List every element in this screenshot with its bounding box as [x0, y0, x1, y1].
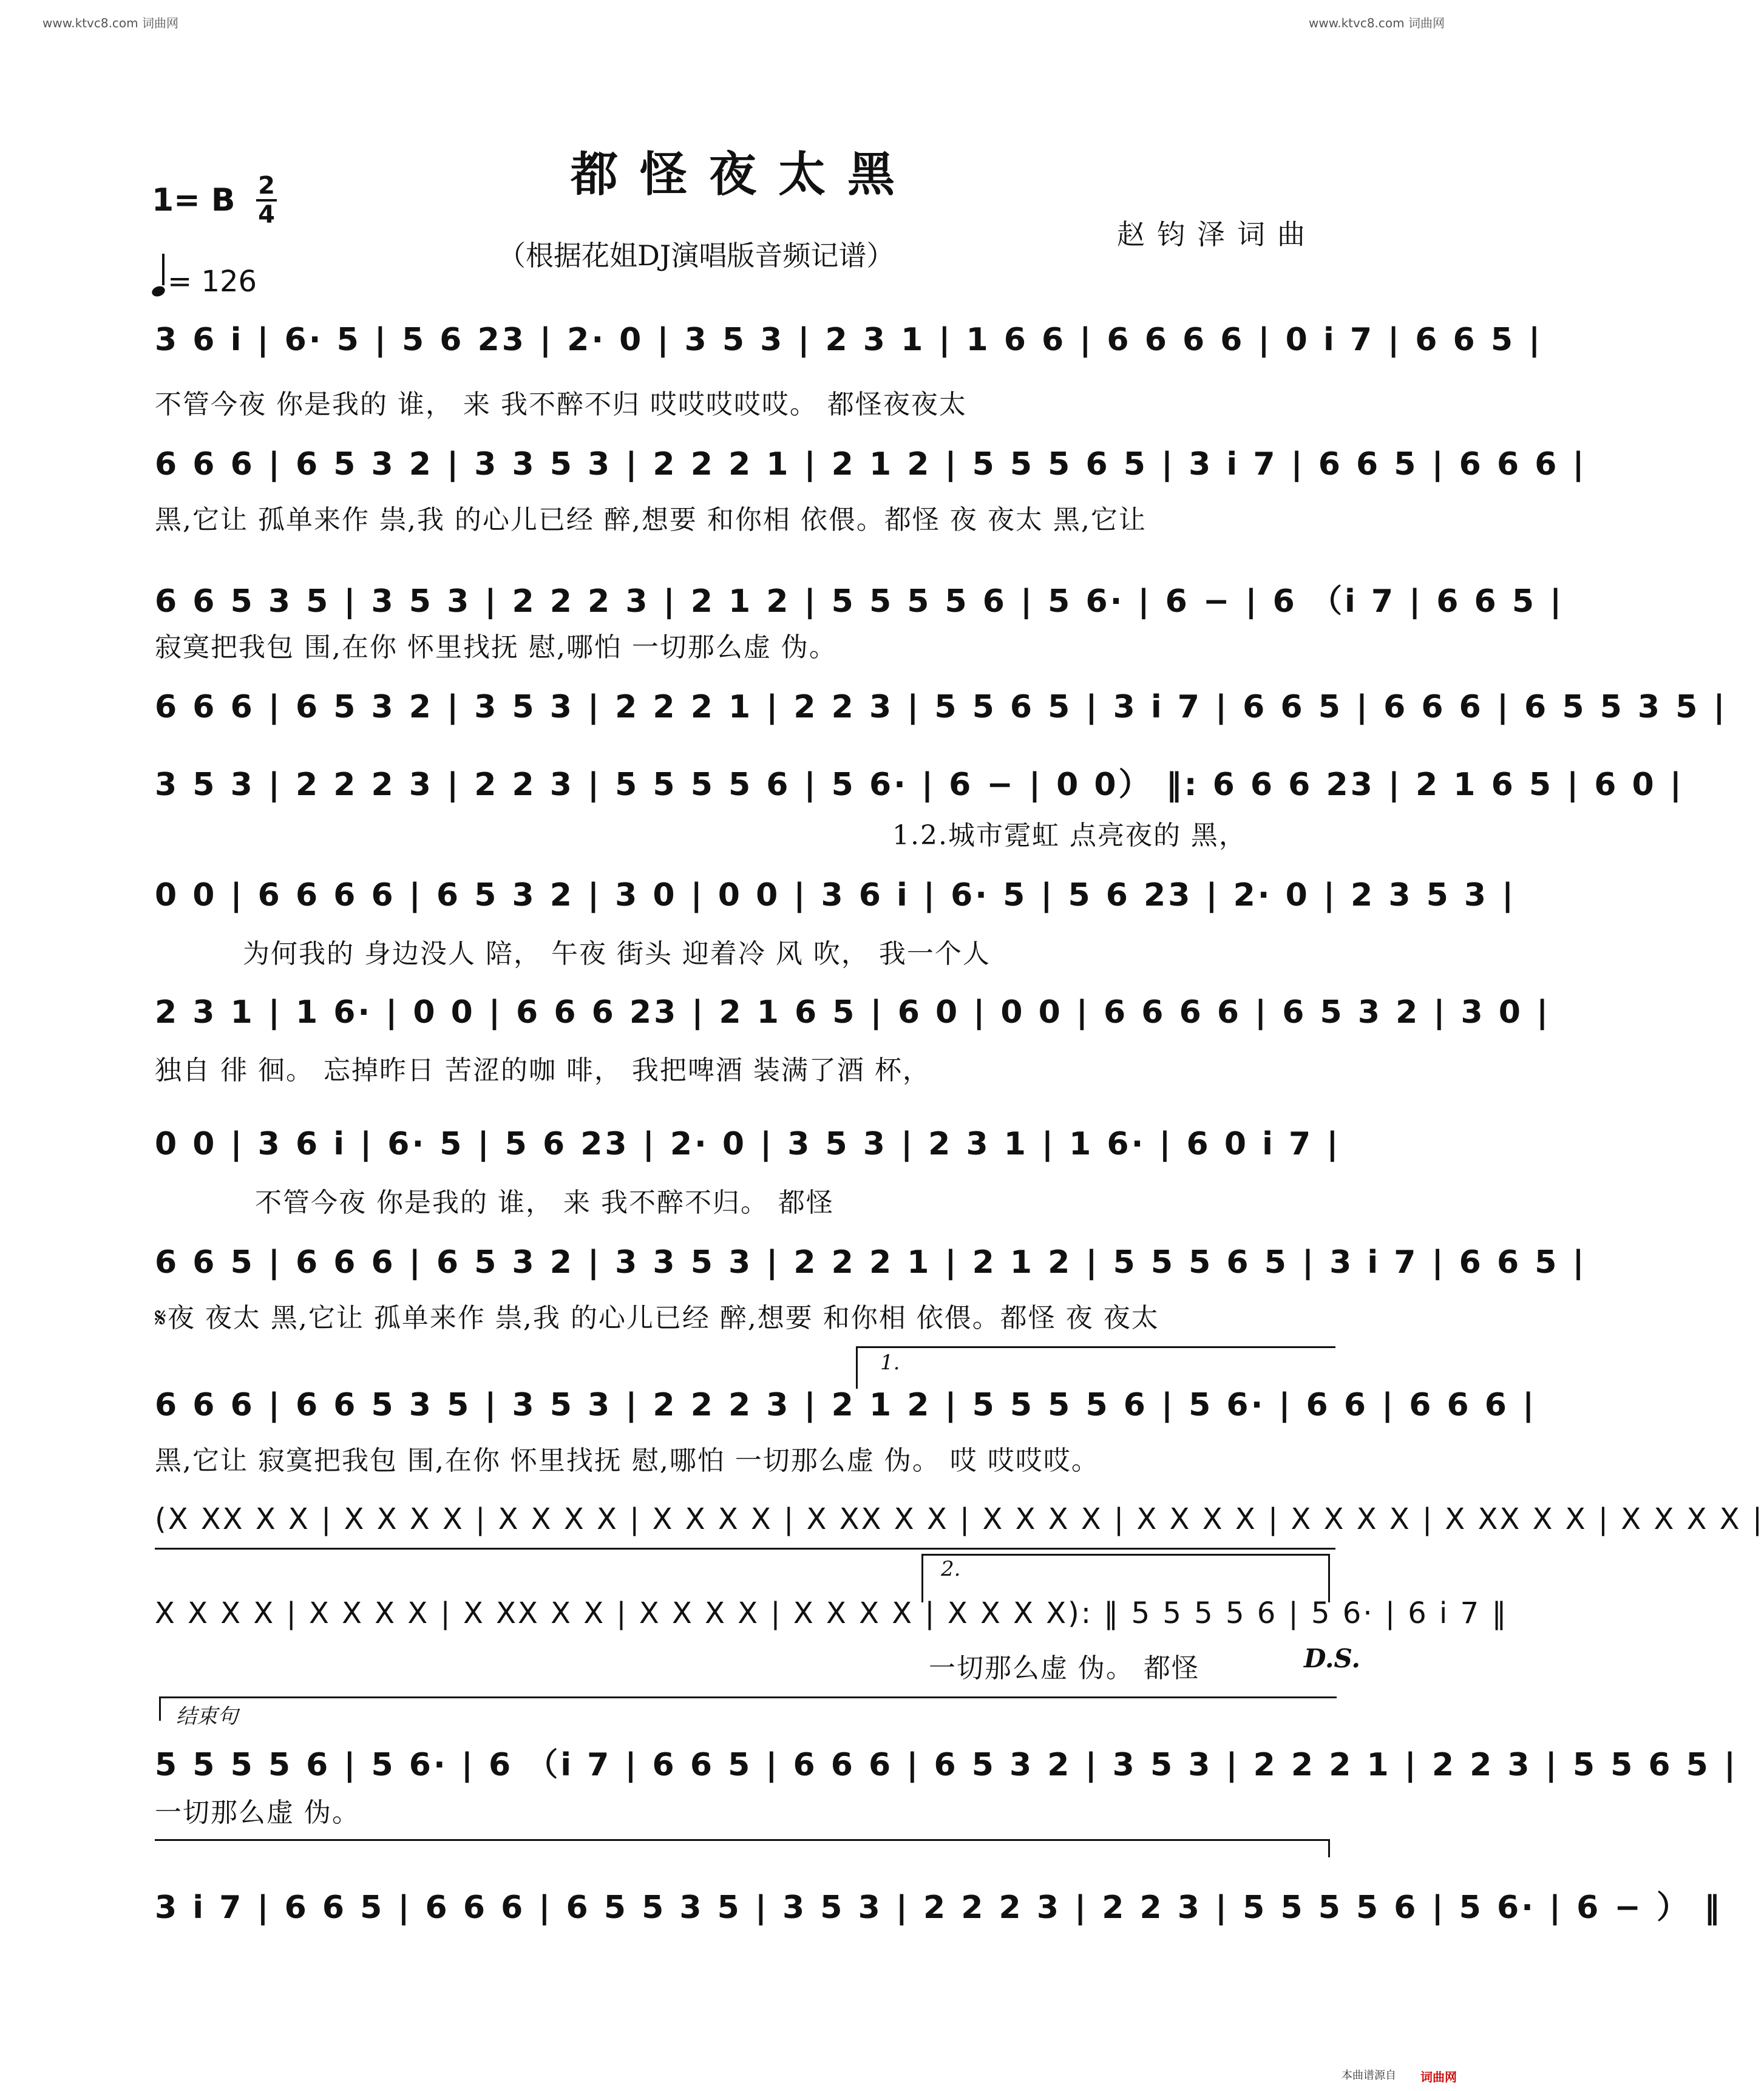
composer-credit: 赵钧泽词曲	[1117, 218, 1317, 251]
notation-row-6: 0 0 | 6 6 6 6 | 6 5 3 2 | 3 0 | 0 0 | 3 6 i | 6· 5 | 5 6 23 | 2· 0 | 2 3 5 3 |	[155, 877, 1516, 913]
notation-row-1: 3 6 i | 6· 5 | 5 6 23 | 2· 0 | 3 5 3 | 2 3 1 | 1 6 6 | 6 6 6 6 | 0 i 7 | 6 6 5 |	[155, 322, 1543, 358]
notation-row-4: 6 6 6 | 6 5 3 2 | 3 5 3 | 2 2 2 1 | 2 2 3 | 5 5 6 5 | 3 i 7 | 6 6 5 | 6 6 6 | 6 5 5 3 5 |	[155, 689, 1728, 725]
lyrics-row-6: 为何我的 身边没人 陪， 午夜 街头 迎着冷 风 吹， 我一个人	[243, 938, 991, 969]
lyrics-row-9: 𝄋夜 夜太 黑,它让 孤单来作 祟,我 的心儿已经 醉,想要 和你相 依偎。都怪 夜 夜太	[155, 1303, 1159, 1334]
coda-bracket-line	[159, 1696, 1337, 1698]
notation-row-2: 6 6 6 | 6 5 3 2 | 3 3 5 3 | 2 2 2 1 | 2 1 2 | 5 5 5 6 5 | 3 i 7 | 6 6 5 | 6 6 6 |	[155, 446, 1587, 483]
lyrics-row-5: 1.2.城市霓虹 点亮夜的 黑，	[892, 820, 1247, 851]
coda-label: 结束句	[176, 1704, 238, 1729]
note-stem	[162, 254, 165, 285]
volta-1-bracket-line	[856, 1346, 1335, 1348]
watermark-right: www.ktvc8.com 词曲网	[1308, 16, 1445, 30]
coda-end-mark	[1328, 1839, 1330, 1857]
da-segno-mark: D.S.	[1304, 1644, 1361, 1673]
song-title: 都怪夜太黑	[570, 147, 917, 202]
section-divider	[155, 1548, 1335, 1550]
meter-top: 2	[258, 172, 275, 200]
volta-2-bracket-left	[921, 1554, 923, 1602]
time-signature	[256, 174, 277, 227]
footer-logo: 词曲网	[1420, 2070, 1457, 2084]
lyrics-row-8: 不管今夜 你是我的 谁， 来 我不醉不归。 都怪	[255, 1187, 834, 1218]
tempo-value: = 126	[168, 265, 257, 299]
lyrics-row-3: 寂寞把我包 围,在你 怀里找抚 慰,哪怕 一切那么虚 伪。	[155, 632, 837, 663]
lyrics-row-12: 一切那么虚 伪。 都怪	[929, 1653, 1199, 1684]
notation-row-14: 3 i 7 | 6 6 5 | 6 6 6 | 6 5 5 3 5 | 3 5 3 | 2 2 2 3 | 2 2 3 | 5 5 5 5 6 | 5 6· | 6 − ） ‖	[155, 1889, 1723, 1926]
coda-bracket-left	[159, 1696, 161, 1721]
lyrics-row-7: 独自 徘 徊。 忘掉昨日 苦涩的咖 啡， 我把啤酒 装满了酒 杯，	[155, 1055, 931, 1086]
notation-row-3: 6 6 5 3 5 | 3 5 3 | 2 2 2 3 | 2 1 2 | 5 5 5 5 6 | 5 6· | 6 − | 6 （i 7 | 6 6 5 |	[155, 583, 1564, 620]
lyrics-row-13: 一切那么虚 伪。	[155, 1797, 360, 1828]
meter-bottom: 4	[258, 201, 275, 229]
lyrics-row-10: 黑,它让 寂寞把我包 围,在你 怀里找抚 慰,哪怕 一切那么虚 伪。 哎 哎哎哎。	[155, 1445, 1099, 1476]
notation-row-9: 6 6 5 | 6 6 6 | 6 5 3 2 | 3 3 5 3 | 2 2 2 1 | 2 1 2 | 5 5 5 6 5 | 3 i 7 | 6 6 5 |	[155, 1244, 1587, 1281]
side-watermark-strip-left	[2, 0, 16, 2091]
volta-1-label: 1.	[880, 1351, 900, 1375]
key-signature: 1= B	[152, 182, 236, 219]
percussion-row-1: (X XX X X | X X X X | X X X X | X X X X | X XX X X | X X X X | X X X X | X X X X | X XX X X | X X X X |	[155, 1502, 1764, 1536]
watermark-left: www.ktvc8.com 词曲网	[42, 16, 179, 30]
notation-row-8: 0 0 | 3 6 i | 6· 5 | 5 6 23 | 2· 0 | 3 5 3 | 2 3 1 | 1 6· | 6 0 i 7 |	[155, 1126, 1341, 1162]
section-divider-2	[155, 1839, 1329, 1841]
percussion-row-2: X X X X | X X X X | X XX X X | X X X X | X X X X | X X X X): ‖ 5 5 5 5 6 | 5 6· | 6 i 7 ‖	[155, 1596, 1508, 1630]
lyrics-row-1: 不管今夜 你是我的 谁， 来 我不醉不归 哎哎哎哎哎。 都怪夜夜太	[155, 389, 967, 420]
volta-1-bracket-left	[856, 1346, 858, 1389]
volta-2-label: 2.	[941, 1557, 961, 1581]
quarter-note-icon	[151, 285, 166, 299]
notation-row-10: 6 6 6 | 6 6 5 3 5 | 3 5 3 | 2 2 2 3 | 2 1 2 | 5 5 5 5 6 | 5 6· | 6 6 | 6 6 6 |	[155, 1387, 1537, 1423]
notation-row-13: 5 5 5 5 6 | 5 6· | 6 （i 7 | 6 6 5 | 6 6 6 | 6 5 3 2 | 3 5 3 | 2 2 2 1 | 2 2 3 | 5 5 6 5 |	[155, 1747, 1738, 1783]
tempo-marking	[152, 260, 257, 299]
notation-row-7: 2 3 1 | 1 6· | 0 0 | 6 6 6 23 | 2 1 6 5 | 6 0 | 0 0 | 6 6 6 6 | 6 5 3 2 | 3 0 |	[155, 994, 1551, 1031]
notation-row-5: 3 5 3 | 2 2 2 3 | 2 2 3 | 5 5 5 5 6 | 5 6· | 6 − | 0 0） ‖: 6 6 6 23 | 2 1 6 5 | 6 0 |	[155, 767, 1684, 803]
volta-2-bracket-right	[1328, 1554, 1330, 1602]
subtitle: （根据花姐DJ演唱版音频记谱）	[498, 239, 895, 272]
footer-source-text: 本曲谱源自	[1342, 2069, 1396, 2082]
volta-2-bracket-line	[921, 1554, 1328, 1556]
lyrics-row-2: 黑,它让 孤单来作 祟,我 的心儿已经 醉,想要 和你相 依偎。都怪 夜 夜太 黑,它让	[155, 504, 1147, 535]
